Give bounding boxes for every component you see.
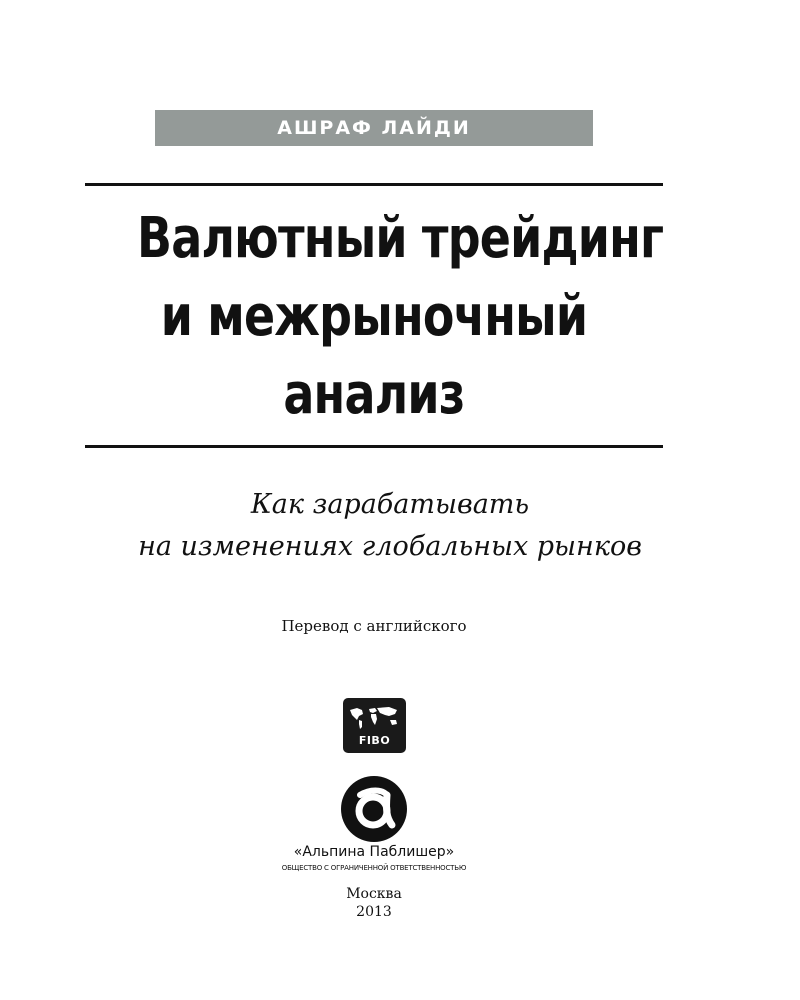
title-line: анализ [283,362,465,427]
alpina-a-logo-icon [340,775,408,843]
author-name: АШРАФ ЛАЙДИ [277,117,471,139]
top-rule [85,183,663,186]
imprint-year: 2013 [356,904,392,920]
subtitle-line: на изменениях глобальных рынков [138,531,642,562]
publisher-legal-form: ОБЩЕСТВО С ОГРАНИЧЕННОЙ ОТВЕТСТВЕННОСТЬЮ [281,864,467,872]
book-subtitle [40,484,740,568]
title-line: и межрыночный [160,284,588,349]
translation-note: Перевод с английского [281,617,467,635]
fibo-logo [343,698,406,753]
author-band [155,110,593,146]
title-line: Валютный трейдинг [137,206,664,271]
publisher-name: «Альпина Паблишер» [293,844,455,860]
subtitle-line: Как зарабатывать [250,489,530,520]
imprint-city: Москва [346,886,402,902]
bottom-rule [85,445,663,448]
book-title [137,200,664,434]
world-map-icon [347,704,402,730]
fibo-label: FIBO [358,734,391,747]
imprint-place-year [250,885,498,921]
